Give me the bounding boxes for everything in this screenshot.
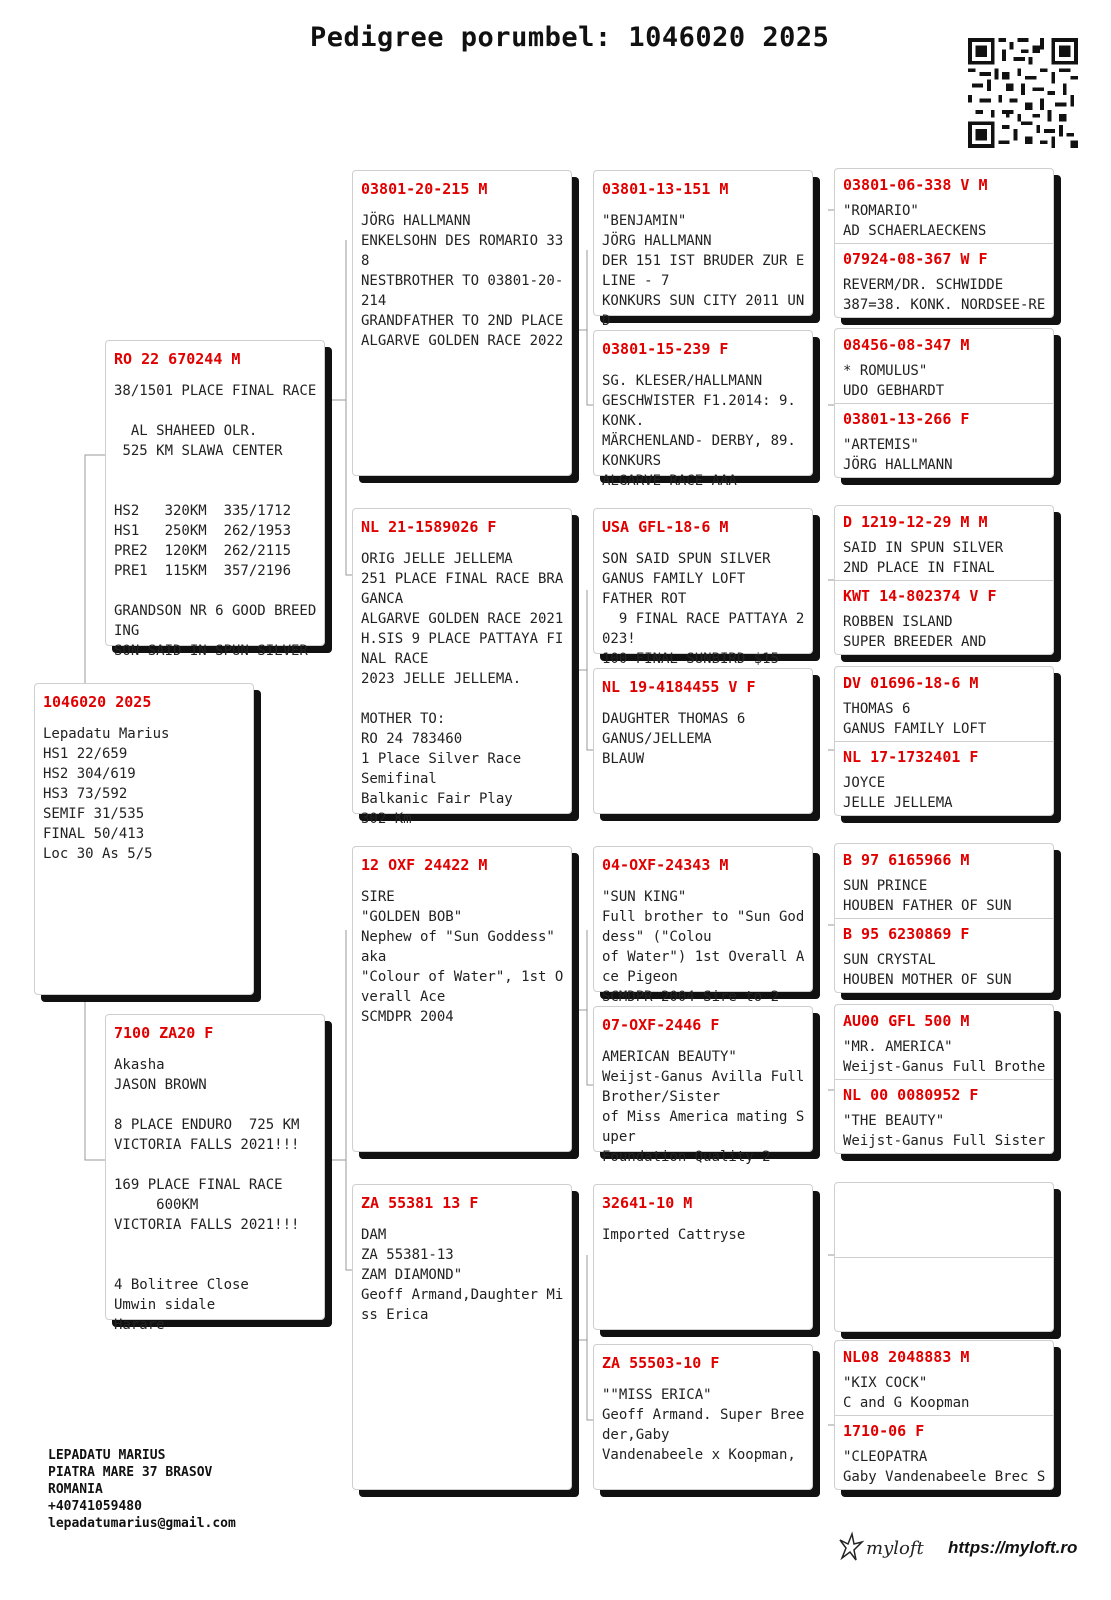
ring-number: NL 00 0080952 F bbox=[843, 1086, 979, 1104]
pigeon-card-gen4[interactable] bbox=[835, 1341, 1053, 1416]
pigeon-notes: JÖRG HALLMANN ENKELSOHN DES ROMARIO 338 NESTBROTHER TO 03801-20-214 GRANDFATHER TO 2ND PLACE ALGARVE GOLDEN RACE 2022 bbox=[361, 213, 564, 349]
pigeon-card-gen4[interactable] bbox=[835, 580, 1053, 654]
ring-number: AU00 GFL 500 M bbox=[843, 1012, 970, 1030]
ring-number: 03801-06-338 V M bbox=[843, 176, 988, 194]
owner-email[interactable]: lepadatumarius@gmail.com bbox=[48, 1516, 236, 1531]
ring-number: ZA 55503-10 F bbox=[602, 1354, 720, 1372]
pigeon-card-gen4[interactable] bbox=[835, 667, 1053, 742]
pigeon-card-gen3[interactable] bbox=[593, 846, 813, 1005]
ring-number: NL08 2048883 M bbox=[843, 1348, 970, 1366]
ring-number: USA GFL-18-6 M bbox=[602, 518, 729, 536]
pigeon-notes: SAID IN SPUN SILVER 2ND PLACE IN FINAL bbox=[843, 540, 1004, 576]
ring-number: DV 01696-18-6 M bbox=[843, 674, 979, 692]
owner-country: ROMANIA bbox=[48, 1482, 103, 1497]
pigeon-notes: JOYCE JELLE JELLEMA bbox=[843, 775, 953, 811]
ring-number: NL 19-4184455 V F bbox=[602, 678, 756, 696]
pigeon-card-gen4[interactable] bbox=[835, 403, 1053, 477]
pigeon-card-gen4[interactable] bbox=[835, 1183, 1053, 1258]
owner-contact bbox=[48, 1447, 236, 1532]
pigeon-card-gen4-pair bbox=[834, 1340, 1054, 1490]
pigeon-card-gen3[interactable] bbox=[593, 1006, 813, 1165]
ring-number: 32641-10 M bbox=[602, 1194, 693, 1212]
pigeon-notes: "BENJAMIN" JÖRG HALLMANN DER 151 IST BRUDER ZUR ELINE - 7 KONKURS SUN CITY 2011 UND bbox=[602, 213, 805, 329]
pigeon-notes bbox=[843, 1289, 1047, 1329]
pigeon-notes: SUN CRYSTAL HOUBEN MOTHER OF SUN bbox=[843, 952, 1012, 988]
ring-number: 12 OXF 24422 M bbox=[361, 856, 488, 874]
pigeon-card-gen4[interactable] bbox=[835, 169, 1053, 244]
ring-number: 07-OXF-2446 F bbox=[602, 1016, 720, 1034]
pigeon-notes: Akasha JASON BROWN 8 PLACE ENDURO 725 KM VICTORIA FALLS 2021!!! 169 PLACE FINAL RACE 600KM VICTORIA FALLS 2021!!! 4 Bolitree Close Umwin sidale Harare bbox=[114, 1057, 300, 1333]
pigeon-notes: * ROMULUS" UDO GEBHARDT bbox=[843, 363, 945, 399]
ring-number: 03801-13-151 M bbox=[602, 180, 729, 198]
pigeon-notes bbox=[843, 1215, 1047, 1255]
ring-number: 07924-08-367 W F bbox=[843, 250, 988, 268]
ring-number: 7100 ZA20 F bbox=[114, 1024, 214, 1042]
pigeon-card-gen4[interactable] bbox=[835, 329, 1053, 404]
ring-number: 03801-20-215 M bbox=[361, 180, 488, 198]
pigeon-card-gen4[interactable] bbox=[835, 1005, 1053, 1080]
pigeon-card-gen4-pair bbox=[834, 666, 1054, 816]
pigeon-card-gen4[interactable] bbox=[835, 844, 1053, 919]
pigeon-card-gen4-pair bbox=[834, 168, 1054, 318]
ring-number: NL 21-1589026 F bbox=[361, 518, 497, 536]
pigeon-card-gen2[interactable] bbox=[352, 846, 572, 1152]
pigeon-notes: Imported Cattryse bbox=[602, 1227, 746, 1243]
pigeon-card-gen4-pair bbox=[834, 1004, 1054, 1154]
pigeon-notes: "ARTEMIS" JÖRG HALLMANN bbox=[843, 437, 953, 473]
ring-number: NL 17-1732401 F bbox=[843, 748, 979, 766]
pigeon-notes: SG. KLESER/HALLMANN GESCHWISTER F1.2014: 9. KONK. MÄRCHENLAND- DERBY, 89. KONKURS ALGARVE RACE AAA bbox=[602, 373, 796, 489]
pigeon-card-gen2[interactable] bbox=[352, 508, 572, 827]
pigeon-notes: DAUGHTER THOMAS 6 GANUS/JELLEMA BLAUW bbox=[602, 711, 746, 767]
pigeon-card-gen2[interactable] bbox=[352, 170, 572, 476]
pigeon-card-gen3[interactable] bbox=[593, 330, 813, 489]
ring-number: B 95 6230869 F bbox=[843, 925, 970, 943]
ring-number: 1046020 2025 bbox=[43, 693, 152, 711]
pigeon-logo-icon bbox=[836, 1530, 864, 1564]
owner-name: LEPADATU MARIUS bbox=[48, 1448, 166, 1463]
pigeon-card-gen4[interactable] bbox=[835, 741, 1053, 815]
pigeon-card-gen3[interactable] bbox=[593, 1344, 813, 1490]
pigeon-card-gen4[interactable] bbox=[835, 1415, 1053, 1489]
pigeon-card-dam[interactable] bbox=[105, 1014, 325, 1333]
pigeon-card-gen3[interactable] bbox=[593, 668, 813, 814]
ring-number: 04-OXF-24343 M bbox=[602, 856, 729, 874]
ring-number: 03801-15-239 F bbox=[602, 340, 729, 358]
ring-number: 08456-08-347 M bbox=[843, 336, 970, 354]
pigeon-card-gen3[interactable] bbox=[593, 1184, 813, 1330]
pigeon-notes: SUN PRINCE HOUBEN FATHER OF SUN bbox=[843, 878, 1012, 914]
pigeon-notes: "THE BEAUTY" Weijst-Ganus Full Sister bbox=[843, 1113, 1046, 1149]
ring-number: B 97 6165966 M bbox=[843, 851, 970, 869]
pigeon-notes: ""MISS ERICA" Geoff Armand. Super Breeder,Gaby Vandenabeele x Koopman, bbox=[602, 1387, 805, 1463]
pigeon-card-gen4[interactable] bbox=[835, 506, 1053, 581]
pigeon-notes: Lepadatu Marius HS1 22/659 HS2 304/619 HS3 73/592 SEMIF 31/535 FINAL 50/413 Loc 30 As 5/5 bbox=[43, 726, 170, 862]
owner-phone: +40741059480 bbox=[48, 1499, 142, 1514]
brand-logo: myloft bbox=[866, 1538, 924, 1559]
pigeon-card-subject[interactable] bbox=[34, 683, 254, 995]
ring-number: ZA 55381 13 F bbox=[361, 1194, 479, 1212]
pigeon-card-gen4-pair bbox=[834, 505, 1054, 655]
pigeon-card-gen4[interactable] bbox=[835, 243, 1053, 317]
pigeon-card-gen3[interactable] bbox=[593, 170, 813, 329]
ring-number: D 1219-12-29 M M bbox=[843, 513, 988, 531]
pigeon-notes: ROBBEN ISLAND SUPER BREEDER AND bbox=[843, 614, 987, 650]
pigeon-notes: SIRE "GOLDEN BOB" Nephew of "Sun Goddess" aka "Colour of Water", 1st Overall Ace SCMDPR 2004 bbox=[361, 889, 564, 1025]
pigeon-notes: "MR. AMERICA" Weijst-Ganus Full Brothe bbox=[843, 1039, 1046, 1075]
ring-number: 1710-06 F bbox=[843, 1422, 925, 1440]
ring-number: KWT 14-802374 V F bbox=[843, 587, 997, 605]
pigeon-notes: DAM ZA 55381-13 ZAM DIAMOND" Geoff Armand,Daughter Miss Erica bbox=[361, 1227, 564, 1323]
pigeon-notes: SON SAID SPUN SILVER GANUS FAMILY LOFT FATHER ROT 9 FINAL RACE PATTAYA 2023! 100 FINAL SUNBIRD $15 bbox=[602, 551, 805, 667]
pigeon-notes: ORIG JELLE JELLEMA 251 PLACE FINAL RACE BRAGANCA ALGARVE GOLDEN RACE 2021 H.SIS 9 PLACE PATTAYA FINAL RACE 2023 JELLE JELLEMA. MOTHER TO: RO 24 783460 1 Place Silver Race Semifinal Balkanic Fair Play 302 Km bbox=[361, 551, 564, 827]
pigeon-card-sire[interactable] bbox=[105, 340, 325, 659]
pigeon-card-gen4-pair bbox=[834, 1182, 1054, 1332]
pigeon-notes: "KIX COCK" C and G Koopman bbox=[843, 1375, 970, 1411]
pigeon-card-gen4[interactable] bbox=[835, 918, 1053, 992]
pigeon-notes: "ROMARIO" AD SCHAERLAECKENS bbox=[843, 203, 987, 239]
pigeon-card-gen4-pair bbox=[834, 328, 1054, 478]
pigeon-card-gen2[interactable] bbox=[352, 1184, 572, 1490]
pigeon-card-gen4[interactable] bbox=[835, 1257, 1053, 1331]
pigeon-card-gen3[interactable] bbox=[593, 508, 813, 667]
pigeon-notes: 38/1501 PLACE FINAL RACE AL SHAHEED OLR. 525 KM SLAWA CENTER HS2 320KM 335/1712 HS1 250KM 262/1953 PRE2 120KM 262/2115 PRE1 115KM 357/2196 GRANDSON NR 6 GOOD BREEDING SON SAID IN SPUN SILVER bbox=[114, 383, 317, 659]
pigeon-notes: "SUN KING" Full brother to "Sun Goddess" ("Colou of Water") 1st Overall Ace Pigeon SCMDPR 2004 Sire to 2 bbox=[602, 889, 805, 1005]
pigeon-notes: THOMAS 6 GANUS FAMILY LOFT bbox=[843, 701, 987, 737]
pigeon-card-gen4[interactable] bbox=[835, 1079, 1053, 1153]
pigeon-card-gen4-pair bbox=[834, 843, 1054, 993]
pigeon-notes: REVERM/DR. SCHWIDDE 387=38. KONK. NORDSEE-RE bbox=[843, 277, 1046, 313]
page-title: Pedigree porumbel: 1046020 2025 bbox=[310, 22, 830, 53]
pigeon-notes: AMERICAN BEAUTY" Weijst-Ganus Avilla Full Brother/Sister of Miss America mating Super Foundation Quality 2 bbox=[602, 1049, 805, 1165]
ring-number: 03801-13-266 F bbox=[843, 410, 970, 428]
brand-url[interactable]: https://myloft.ro bbox=[948, 1538, 1078, 1557]
pigeon-notes: "CLEOPATRA Gaby Vandenabeele Brec S bbox=[843, 1449, 1046, 1485]
ring-number: RO 22 670244 M bbox=[114, 350, 241, 368]
brand-footer bbox=[836, 1530, 1096, 1570]
owner-address: PIATRA MARE 37 BRASOV bbox=[48, 1465, 213, 1480]
